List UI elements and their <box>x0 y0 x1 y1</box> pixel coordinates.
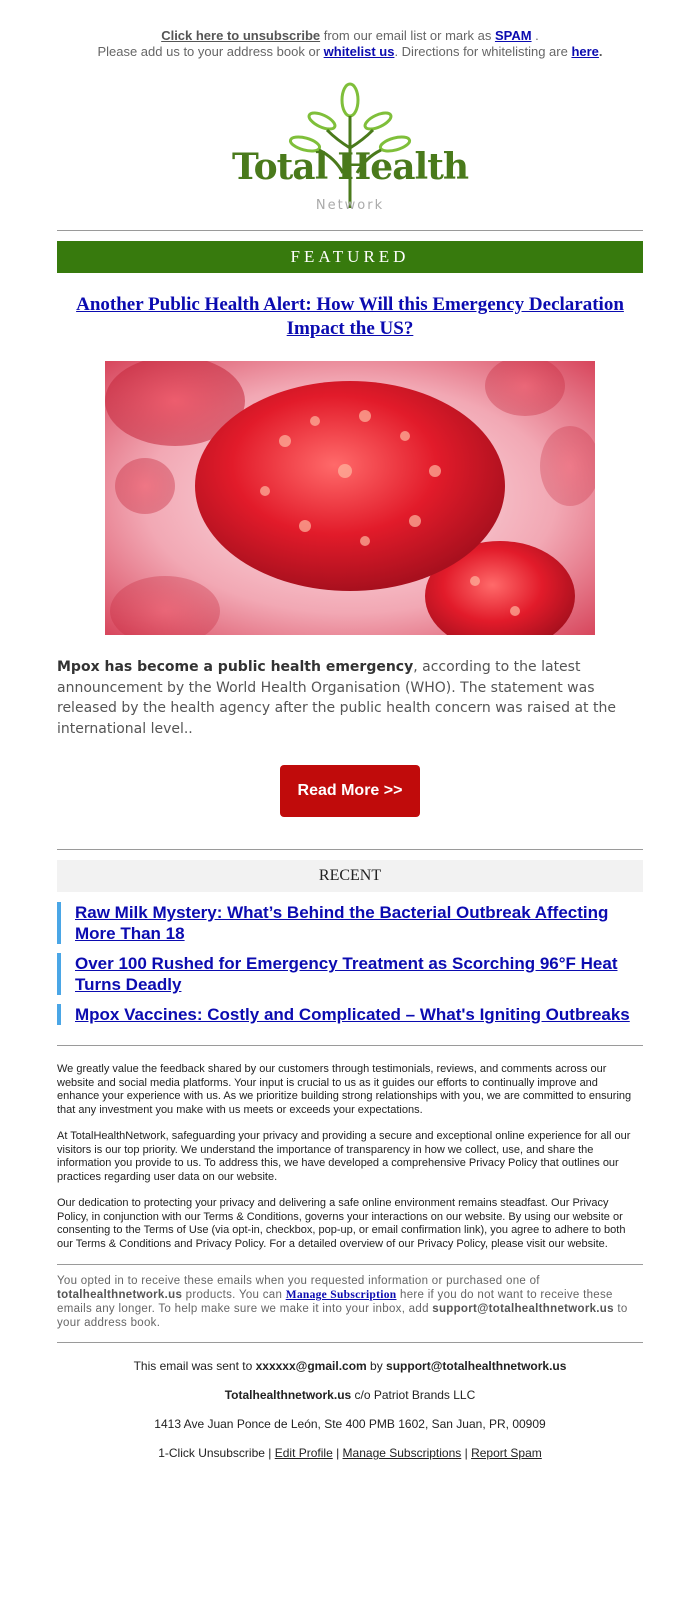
featured-virus-image[interactable] <box>105 361 595 635</box>
unsubscribe-text: from our email list or mark as <box>320 28 495 43</box>
optin-text: to your address book. <box>57 1303 628 1329</box>
recent-item-1 <box>57 902 643 944</box>
separator: | <box>332 1446 343 1460</box>
featured-label: FEATURED <box>57 241 643 273</box>
top-notice <box>0 0 700 60</box>
logo-word-total: Total <box>231 146 328 188</box>
featured-headline <box>61 293 639 341</box>
brand-logo[interactable] <box>57 78 643 228</box>
end-period: . <box>598 44 603 59</box>
directions-text: . Directions for whitelisting are <box>394 44 572 59</box>
recent-link-3[interactable]: Mpox Vaccines: Costly and Complicated – What's Igniting Outbreaks <box>75 1005 630 1024</box>
address-line: 1413 Ave Juan Ponce de León, Ste 400 PMB 1602, San Juan, PR, 00909 <box>154 1417 546 1431</box>
separator: | <box>461 1446 472 1460</box>
teaser-bold: Mpox has become a public health emergency <box>57 659 414 675</box>
manage-subscription-link[interactable]: Manage Subscription <box>285 1289 397 1301</box>
logo-word-health: Health <box>337 146 469 188</box>
teaser-rest: , according to the latest announcement by the World Health Organisation (WHO). The statement was released by the health agency after the public health concern was raised at the international level.. <box>57 659 616 737</box>
legal-paragraph-1: We greatly value the feedback shared by our customers through testimonials, reviews, and comments across our website and social media platforms. Your input is crucial to us as it guides our efforts to continually improve and enhance your experience with us. As we prioritize building strong relationships with you, we are committed to ensuring that any investment you make with us meets or exceeds your expectations. <box>57 1063 632 1116</box>
recent-link-1[interactable]: Raw Milk Mystery: What’s Behind the Bacterial Outbreak Affecting More Than 18 <box>75 903 609 943</box>
spam-link[interactable]: SPAM <box>494 28 532 43</box>
featured-teaser <box>57 657 643 739</box>
divider <box>57 1342 643 1343</box>
whitelist-line <box>0 44 700 60</box>
company-name: Totalhealthnetwork.us <box>224 1388 352 1402</box>
read-more-button[interactable]: Read More >> <box>280 765 420 817</box>
featured-headline-link[interactable]: Another Public Health Alert: How Will this Emergency Declaration Impact the US? <box>76 294 624 339</box>
footer-text: This email was sent to <box>133 1359 256 1373</box>
footer-text: c/o Patriot Brands LLC <box>351 1388 476 1402</box>
recent-link-2[interactable]: Over 100 Rushed for Emergency Treatment as Scorching 96°F Heat Turns Deadly <box>75 954 618 994</box>
here-link[interactable]: here <box>571 44 599 59</box>
edit-profile-link[interactable]: Edit Profile <box>274 1446 333 1460</box>
logo-wordmark <box>57 146 643 188</box>
divider <box>57 1264 643 1265</box>
optin-notice <box>57 1274 643 1330</box>
addbook-text: Please add us to your address book or <box>97 44 324 59</box>
logo-subtitle: Network <box>315 198 385 213</box>
unsubscribe-line <box>0 28 700 44</box>
divider <box>57 1045 643 1046</box>
optin-text: here if you do not want to receive these emails any longer. To help make sure we make it into your inbox, add <box>57 1289 613 1315</box>
optin-text: products. You can <box>182 1289 286 1301</box>
recent-label: RECENT <box>57 860 643 892</box>
recent-item-2 <box>57 953 643 995</box>
company-line <box>57 1388 643 1402</box>
divider <box>57 230 643 231</box>
whitelist-link[interactable]: whitelist us <box>323 44 395 59</box>
period: . <box>531 28 539 43</box>
separator: | <box>264 1446 275 1460</box>
footer <box>57 1359 643 1460</box>
optin-domain: totalhealthnetwork.us <box>57 1289 183 1301</box>
unsubscribe-link[interactable]: Click here to unsubscribe <box>161 28 321 43</box>
optin-support-email: support@totalhealthnetwork.us <box>432 1303 614 1315</box>
sender-email: support@totalhealthnetwork.us <box>386 1359 567 1373</box>
divider <box>57 849 643 850</box>
legal-notice <box>57 1063 643 1251</box>
optin-text: You opted in to receive these emails when you requested information or purchased one of <box>57 1275 540 1287</box>
sent-to-line <box>57 1359 643 1373</box>
legal-paragraph-2: At TotalHealthNetwork, safeguarding your privacy and providing a secure and exceptional online experience for all our visitors is our top priority. We understand the importance of transparency in how we collect, use, and share the information you provide to us. To address this, we have developed a comprehensive Privacy Policy that outlines our practices regarding user data on our website. <box>57 1130 631 1183</box>
manage-subscriptions-link[interactable]: Manage Subscriptions <box>342 1446 462 1460</box>
footer-links <box>57 1446 643 1460</box>
footer-text: by <box>366 1359 387 1373</box>
recent-item-3 <box>57 1004 643 1025</box>
one-click-unsubscribe[interactable]: 1-Click Unsubscribe <box>158 1446 265 1460</box>
recipient-email: xxxxxx@gmail.com <box>255 1359 367 1373</box>
legal-paragraph-3: Our dedication to protecting your privacy and delivering a safe online environment remains steadfast. Our Privacy Policy, in conjunction with our Terms & Conditions, governs your interactions on our website. By using our website or consenting to the Terms of Use (via opt-in, checkbox, pop-up, or email confirmation link), you agree to adhere to both our Terms & Conditions and Privacy Policy. For a detailed overview of our Privacy Policy, please visit our website. <box>57 1197 626 1250</box>
report-spam-link[interactable]: Report Spam <box>471 1446 542 1460</box>
